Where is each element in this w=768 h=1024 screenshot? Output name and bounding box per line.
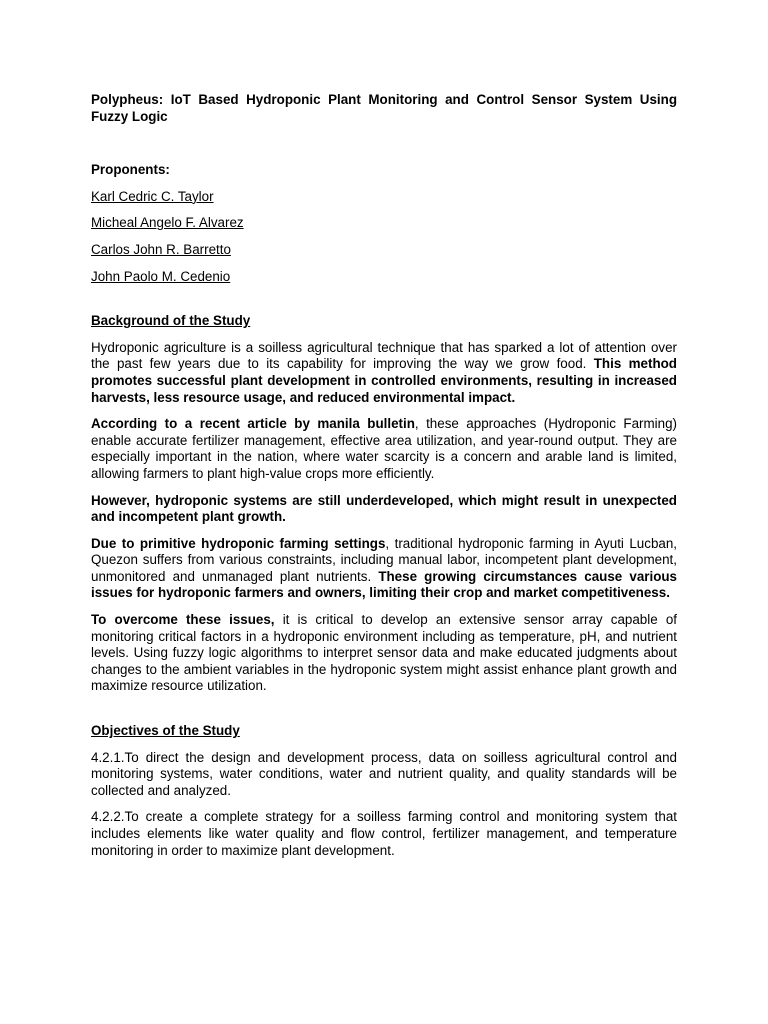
objective-item: 4.2.1.To direct the design and development process, data on soilless agricultural control and monitoring systems, water conditions, water and nutrient quality, and quality standards will be collected and analyzed. [91,749,677,798]
background-p1-emphasis: This method promotes successful plant development in controlled environments, resulting in increased harvests, less resource usage, and reduced environmental impact. [91,356,677,405]
objectives-heading: Objectives of the Study [91,723,240,739]
background-paragraph-5 [91,612,677,695]
background-p2-emphasis: According to a recent article by manila bulletin [91,416,415,432]
background-p5-emphasis: To overcome these issues, [91,612,275,628]
document-body [91,92,677,869]
background-heading: Background of the Study [91,313,251,329]
background-p3-emphasis: However, hydroponic systems are still underdeveloped, which might result in unexpected and incompetent plant growth. [91,492,677,525]
background-paragraph-3 [91,493,677,526]
proponent-name: Karl Cedric C. Taylor [91,188,214,204]
objective-item: 4.2.2.To create a complete strategy for a soilless farming control and monitoring system that includes elements like water quality and flow control, fertilizer management, and temperature monitoring in order to maximize plant development. [91,809,677,858]
proponent-name: John Paolo M. Cedenio [91,268,231,284]
background-p4-text: , traditional hydroponic farming in Ayuti Lucban, Quezon suffers from various constraints, including manual labor, incompetent plant development, unmonitored and unmanaged plant nutrients. [91,535,678,584]
background-p5-text: it is critical to develop an extensive sensor array capable of monitoring critical factors in a hydroponic environment including as temperature, pH, and nutrient levels. Using fuzzy logic algorithms to interpret sensor data and make educated judgments about changes to the ambient variables in the hydroponic system might assist enhance plant growth and maximize resource utilization. [91,612,677,694]
background-p1-text: Hydroponic agriculture is a soilless agricultural technique that has sparked a lot of attention over the past few years due to its capability for improving the way we grow food. [91,339,677,372]
proponents-label: Proponents: [91,162,170,178]
proponent-name: Micheal Angelo F. Alvarez [91,215,244,231]
background-paragraph-4 [91,536,677,602]
background-p4-emphasis-b: These growing circumstances cause various issues for hydroponic farmers and owners, limiting their crop and market competitiveness. [91,568,678,601]
document-title: Polypheus: IoT Based Hydroponic Plant Monitoring and Control Sensor System Using Fuzzy Logic [91,92,677,124]
background-paragraph-2 [91,416,677,482]
background-p2-text: , these approaches (Hydroponic Farming) enable accurate fertilizer management, effective area utilization, and year-round output. They are especially important in the nation, where water scarcity is a concern and arable land is limited, allowing farmers to plant high-value crops more efficiently. [91,416,677,481]
background-p4-emphasis-a: Due to primitive hydroponic farming settings [91,535,386,551]
background-paragraph-1 [91,340,677,406]
proponent-name: Carlos John R. Barretto [91,241,231,257]
